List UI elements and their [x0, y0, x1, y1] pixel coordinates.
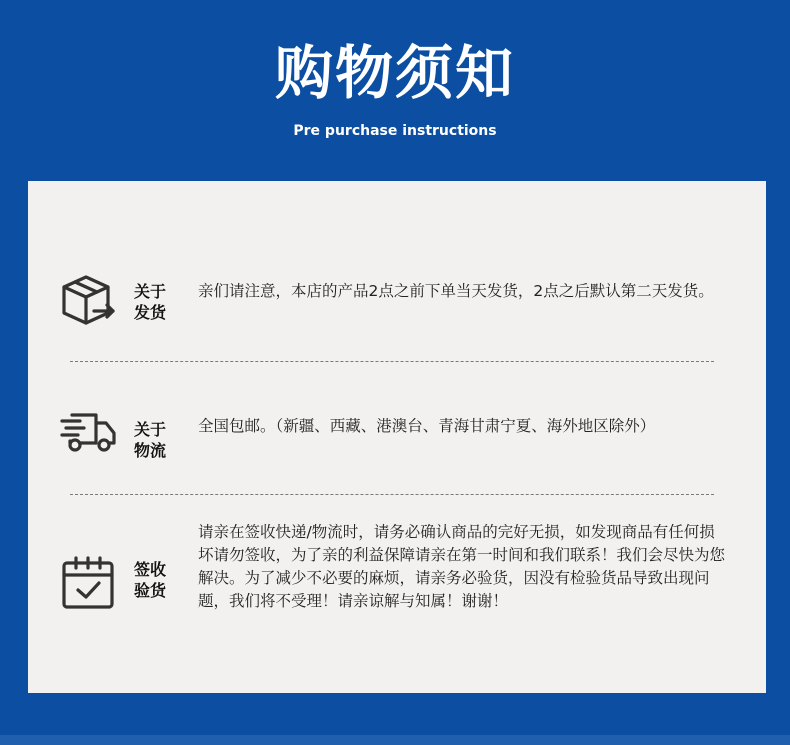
shipping-label — [134, 281, 178, 323]
instructions-card — [28, 181, 766, 693]
inspection-label-line1: 签收 — [134, 560, 167, 579]
calendar-check-icon — [58, 553, 118, 613]
divider-1 — [70, 361, 714, 362]
package-box-icon — [58, 269, 118, 329]
logistics-label-line1: 关于 — [134, 420, 167, 439]
bottom-band — [0, 735, 790, 745]
divider-2 — [70, 494, 714, 495]
page-subtitle: Pre purchase instructions — [293, 123, 497, 139]
shipping-label-line2: 发货 — [134, 303, 167, 322]
logistics-label-line2: 物流 — [134, 441, 167, 460]
delivery-truck-icon — [58, 401, 118, 461]
inspection-label-line2: 验货 — [134, 581, 167, 600]
logistics-text: 全国包邮。（新疆、西藏、港澳台、青海甘肃宁夏、海外地区除外） — [198, 417, 656, 435]
shipping-text: 亲们请注意，本店的产品2点之前下单当天发货，2点之后默认第二天发货。 — [198, 282, 714, 300]
page-title: 购物须知 — [274, 39, 515, 107]
inspection-text: 请亲在签收快递/物流时，请务必确认商品的完好无损，如发现商品有任何损坏请勿签收，为了亲的利益保障请亲在第一时间和我们联系！我们会尽快为您解决。为了减少不必要的麻烦，请亲务必验货，因没有检验货品导致出现问题，我们将不受理！请亲谅解与知属！谢谢！ — [198, 523, 726, 610]
header — [0, 0, 790, 180]
logistics-label — [134, 419, 178, 461]
shipping-label-line1: 关于 — [134, 282, 167, 301]
inspection-label — [134, 559, 178, 601]
